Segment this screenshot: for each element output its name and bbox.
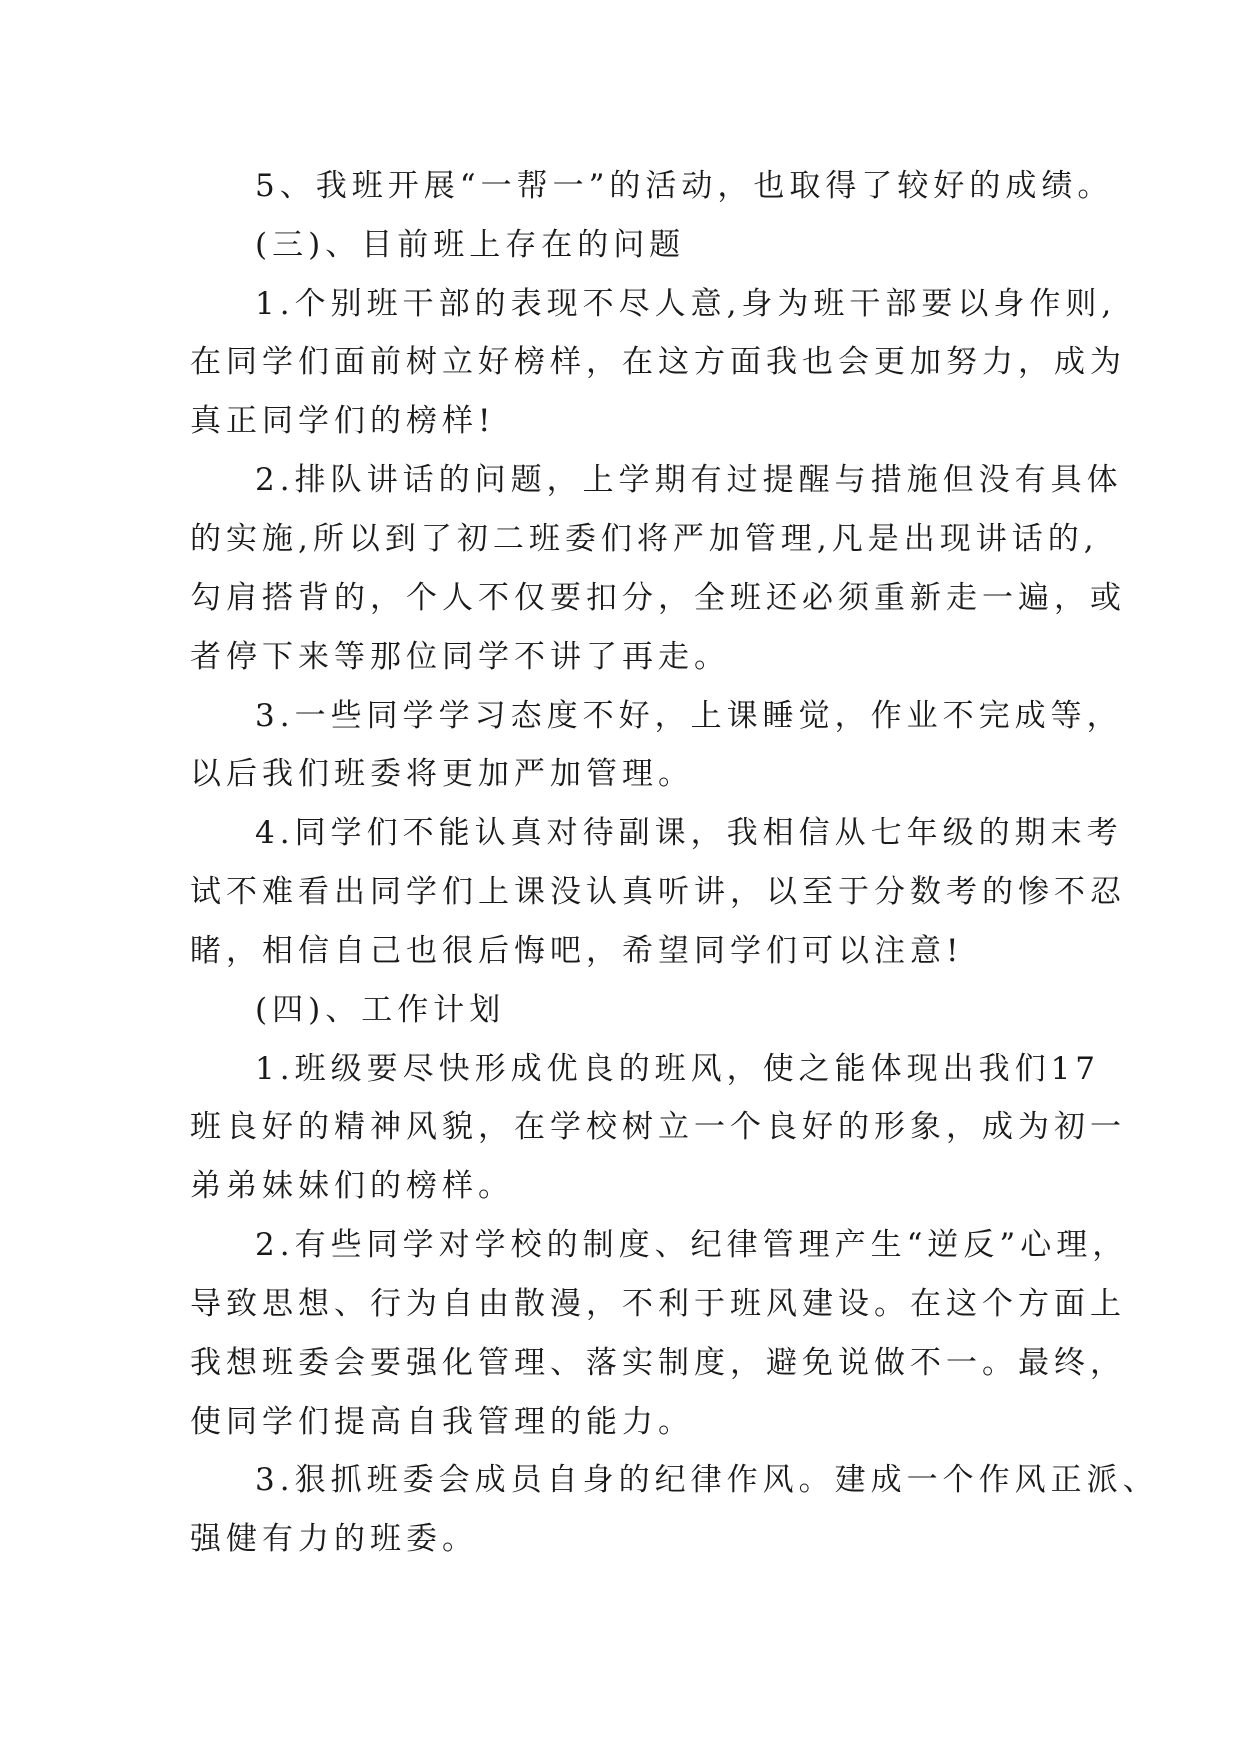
text-line: 勾肩搭背的，个人不仅要扣分，全班还必须重新走一遍，或 [190, 580, 1126, 616]
text-line: 导致思想、行为自由散漫，不利于班风建设。在这个方面上 [190, 1286, 1126, 1322]
text-line: 强健有力的班委。 [190, 1521, 478, 1557]
text-line: 者停下来等那位同学不讲了再走。 [190, 639, 730, 675]
text-line: 1.个别班干部的表现不尽人意,身为班干部要以身作则, [255, 286, 1117, 322]
text-line: 睹，相信自己也很后悔吧，希望同学们可以注意! [190, 933, 964, 969]
text-line: 试不难看出同学们上课没认真听讲，以至于分数考的惨不忍 [190, 874, 1126, 910]
text-line: 以后我们班委将更加严加管理。 [190, 756, 694, 792]
text-line: 3.一些同学学习态度不好，上课睡觉，作业不完成等， [255, 698, 1123, 734]
section-heading: (四)、工作计划 [255, 992, 506, 1028]
text-line: 5、我班开展“一帮一”的活动，也取得了较好的成绩。 [255, 168, 1114, 204]
text-line: 1.班级要尽快形成优良的班风，使之能体现出我们17 [255, 1051, 1101, 1087]
text-line: 的实施,所以到了初二班委们将严加管理,凡是出现讲话的, [190, 521, 1099, 557]
text-line: 弟弟妹妹们的榜样。 [190, 1168, 514, 1204]
text-line: 2.有些同学对学校的制度、纪律管理产生“逆反”心理， [255, 1227, 1129, 1263]
text-line: 班良好的精神风貌，在学校树立一个良好的形象，成为初一 [190, 1109, 1126, 1145]
section-heading: (三)、目前班上存在的问题 [255, 227, 686, 263]
text-line: 4.同学们不能认真对待副课，我相信从七年级的期末考 [255, 815, 1123, 851]
text-line: 我想班委会要强化管理、落实制度，避免说做不一。最终， [190, 1345, 1126, 1381]
text-line: 3.狠抓班委会成员自身的纪律作风。建成一个作风正派、 [255, 1462, 1159, 1498]
text-line: 在同学们面前树立好榜样，在这方面我也会更加努力，成为 [190, 344, 1126, 380]
text-line: 使同学们提高自我管理的能力。 [190, 1404, 694, 1440]
text-line: 真正同学们的榜样! [190, 403, 496, 439]
text-line: 2.排队讲话的问题，上学期有过提醒与措施但没有具体 [255, 462, 1123, 498]
